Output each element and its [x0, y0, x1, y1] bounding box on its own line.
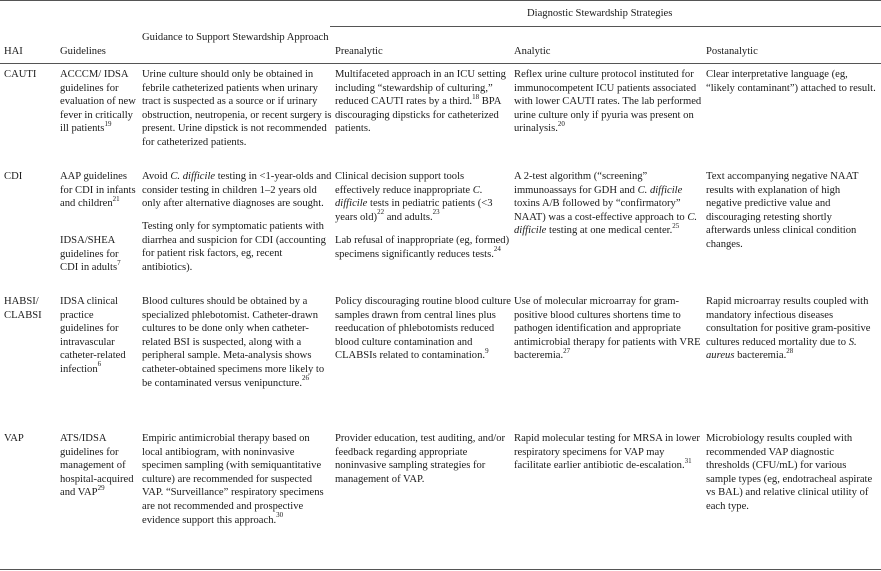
cell-guidelines: IDSA/SHEA guidelines for CDI in adults$^7$	[60, 235, 121, 274]
column-header-guidance: Guidance to Support Stewardship Approach	[142, 32, 329, 43]
cell-guidance: Testing only for symptomatic patients with diarrhea and suspicion for CDI (accounting for patient risk factors, eg, recent antibiotics).	[142, 221, 326, 273]
cell-postanalytic: Clear interpretative language (eg, “likely contaminant”) attached to result.	[706, 69, 876, 94]
column-header-postanalytic: Postanalytic	[706, 46, 758, 57]
column-header-preanalytic: Preanalytic	[335, 46, 383, 57]
cell-guidelines: ACCCM/ IDSA guidelines for evaluation of new fever in critically ill patients$^{19}$	[60, 69, 136, 135]
cell-hai: CAUTI	[4, 69, 37, 80]
cell-analytic: A 2-test algorithm (“screening” immunoassays for GDH and C. difficile toxins A/B followed by “confirmatory” NAAT) was a cost-effective approach to C. difficile testing at one medical center.$^{25}$	[514, 171, 698, 237]
header-bottom-rule	[0, 63, 881, 64]
cell-analytic: Use of molecular microarray for gram-positive blood cultures shortens time to pathogen identification and appropriate antimicrobial therapy for patients with VRE bacteremia.$^{27}$	[514, 296, 701, 362]
cell-hai: VAP	[4, 433, 24, 444]
bottom-rule	[0, 569, 881, 570]
cell-guidelines: ATS/IDSA guidelines for management of hospital-acquired and VAP$^{29}$	[60, 433, 134, 499]
group-header-rule	[330, 26, 881, 27]
cell-analytic: Reflex urine culture protocol instituted for immunocompetent ICU patients associated with lower CAUTI rates. The lab performed urine culture only if pyuria was present on urinalysis.$^{20}$	[514, 69, 702, 135]
cell-hai: CDI	[4, 171, 23, 182]
cell-postanalytic: Rapid microarray results coupled with mandatory infectious diseases consultation for positive gram-positive cultures reduced mortality due to S. aureus bacteremia.$^{28}$	[706, 296, 871, 362]
cell-postanalytic: Text accompanying negative NAAT results with explanation of high negative predictive value and discouraging retesting shortly afterwards unless clinical condition changes.	[706, 171, 859, 250]
group-title: Diagnostic Stewardship Strategies	[527, 8, 673, 19]
column-header-analytic: Analytic	[514, 46, 551, 57]
cell-guidance: Empiric antimicrobial therapy based on local antibiogram, with noninvasive specimen sampling (with semiquantitative culture) are recommended for suspected VAP. “Surveillance” respiratory specimens are not recommended and prospective evidence support this approach.$^{30}$	[142, 433, 324, 526]
cell-guidance: Avoid C. difficile testing in <1-year-olds and consider testing in children 1–2 years old only after alternative diagnoses are sought.	[142, 171, 332, 210]
cell-preanalytic: Policy discouraging routine blood culture samples drawn from central lines plus reeducation of phlebotomists reduced blood culture contamination and CLABSIs related to contamination.$^9$	[335, 296, 511, 362]
cell-hai: HABSI/ CLABSI	[4, 296, 42, 321]
cell-guidance: Urine culture should only be obtained in febrile catheterized patients when urinary tract is suspected as a source or if urinary obstruction, neutropenia, or recent surgery is present. Urine dipstick is not recommended for catheterized patients.	[142, 69, 332, 148]
top-rule	[0, 0, 881, 1]
column-header-guidelines: Guidelines	[60, 46, 106, 57]
cell-guidance: Blood cultures should be obtained by a specialized phlebotomist. Catheter-drawn cultures to be done only when catheter-related BSI is suspected, along with a peripheral sample. Meta-analysis shows catheter-obtained specimens more likely to be contaminated versus venipuncture.$^{26}$	[142, 296, 325, 389]
cell-guidelines: AAP guidelines for CDI in infants and children$^{21}$	[60, 171, 136, 210]
cell-preanalytic: Lab refusal of inappropriate (eg, formed) specimens significantly reduces tests.$^{24}$	[335, 235, 510, 260]
cell-preanalytic: Multifaceted approach in an ICU setting including “stewardship of culturing,” reduced CAUTI rates by a third.$^{18}$ BPA discouraging dipsticks for catheterized patients.	[335, 69, 506, 135]
cell-preanalytic: Clinical decision support tools effectively reduce inappropriate C. difficile tests in pediatric patients (<3 years old)$^{22}$ and adults.$^{23}$	[335, 171, 493, 223]
cell-analytic: Rapid molecular testing for MRSA in lower respiratory specimens for VAP may facilitate earlier antibiotic de-escalation.$^{31}$	[514, 433, 700, 472]
cell-guidelines: IDSA clinical practice guidelines for intravascular catheter-related infection$^6$	[60, 296, 126, 375]
cell-postanalytic: Microbiology results coupled with recommended VAP diagnostic thresholds (CFU/mL) for various sample types (eg, endotracheal aspirate vs BAL) and relative clinical utility of each type.	[706, 433, 873, 512]
column-header-hai: HAI	[4, 46, 23, 57]
cell-preanalytic: Provider education, test auditing, and/or feedback regarding appropriate noninvasive sampling strategies for management of VAP.	[335, 433, 506, 485]
